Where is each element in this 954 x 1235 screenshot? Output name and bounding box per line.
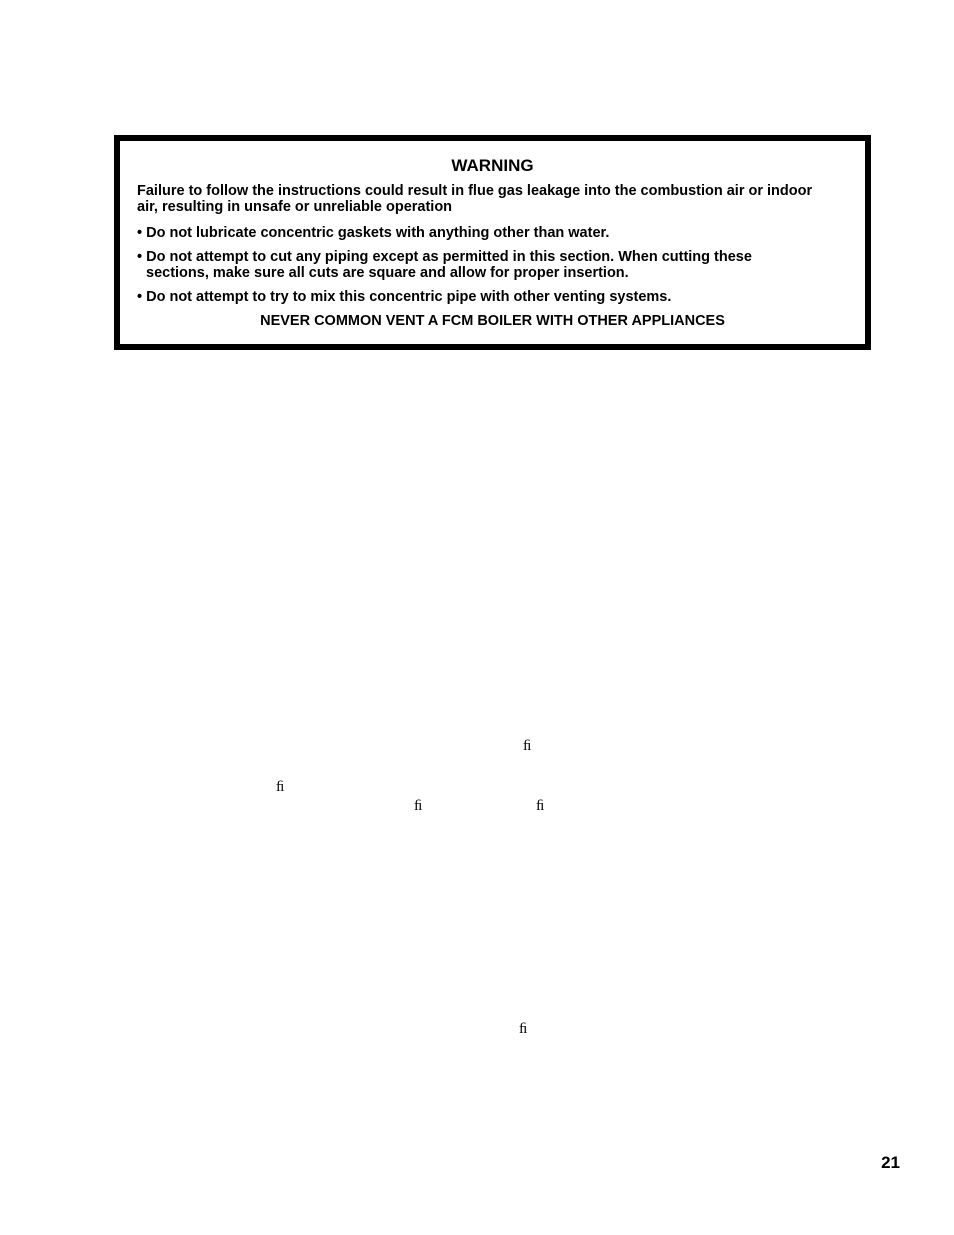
stray-glyph: ﬁ bbox=[519, 1021, 528, 1037]
stray-glyph: ﬁ bbox=[536, 798, 545, 814]
warning-footer-note: NEVER COMMON VENT A FCM BOILER WITH OTHER APPLIANCES bbox=[260, 313, 725, 329]
page-number: 21 bbox=[881, 1153, 900, 1172]
stray-glyph: ﬁ bbox=[523, 738, 532, 754]
warning-bullet-gaskets: • Do not lubricate concentric gaskets with anything other than water. bbox=[137, 225, 610, 241]
warning-bullet-cutting bbox=[137, 249, 752, 281]
warning-box bbox=[114, 135, 871, 350]
stray-glyph: ﬁ bbox=[414, 798, 423, 814]
warning-intro-line-1: Failure to follow the instructions could result in flue gas leakage into the combustion air or indoor bbox=[137, 183, 813, 199]
warning-intro-line-2: air, resulting in unsafe or unreliable operation bbox=[137, 199, 453, 215]
warning-bullet-cutting-line-1: • Do not attempt to cut any piping except as permitted in this section. When cutting these bbox=[137, 249, 752, 265]
warning-bullet-cutting-line-2: sections, make sure all cuts are square and allow for proper insertion. bbox=[146, 265, 629, 281]
stray-glyph: ﬁ bbox=[276, 779, 285, 795]
warning-title: WARNING bbox=[451, 156, 534, 175]
warning-intro bbox=[137, 183, 812, 215]
warning-bullet-mixing: • Do not attempt to try to mix this concentric pipe with other venting systems. bbox=[137, 289, 672, 305]
